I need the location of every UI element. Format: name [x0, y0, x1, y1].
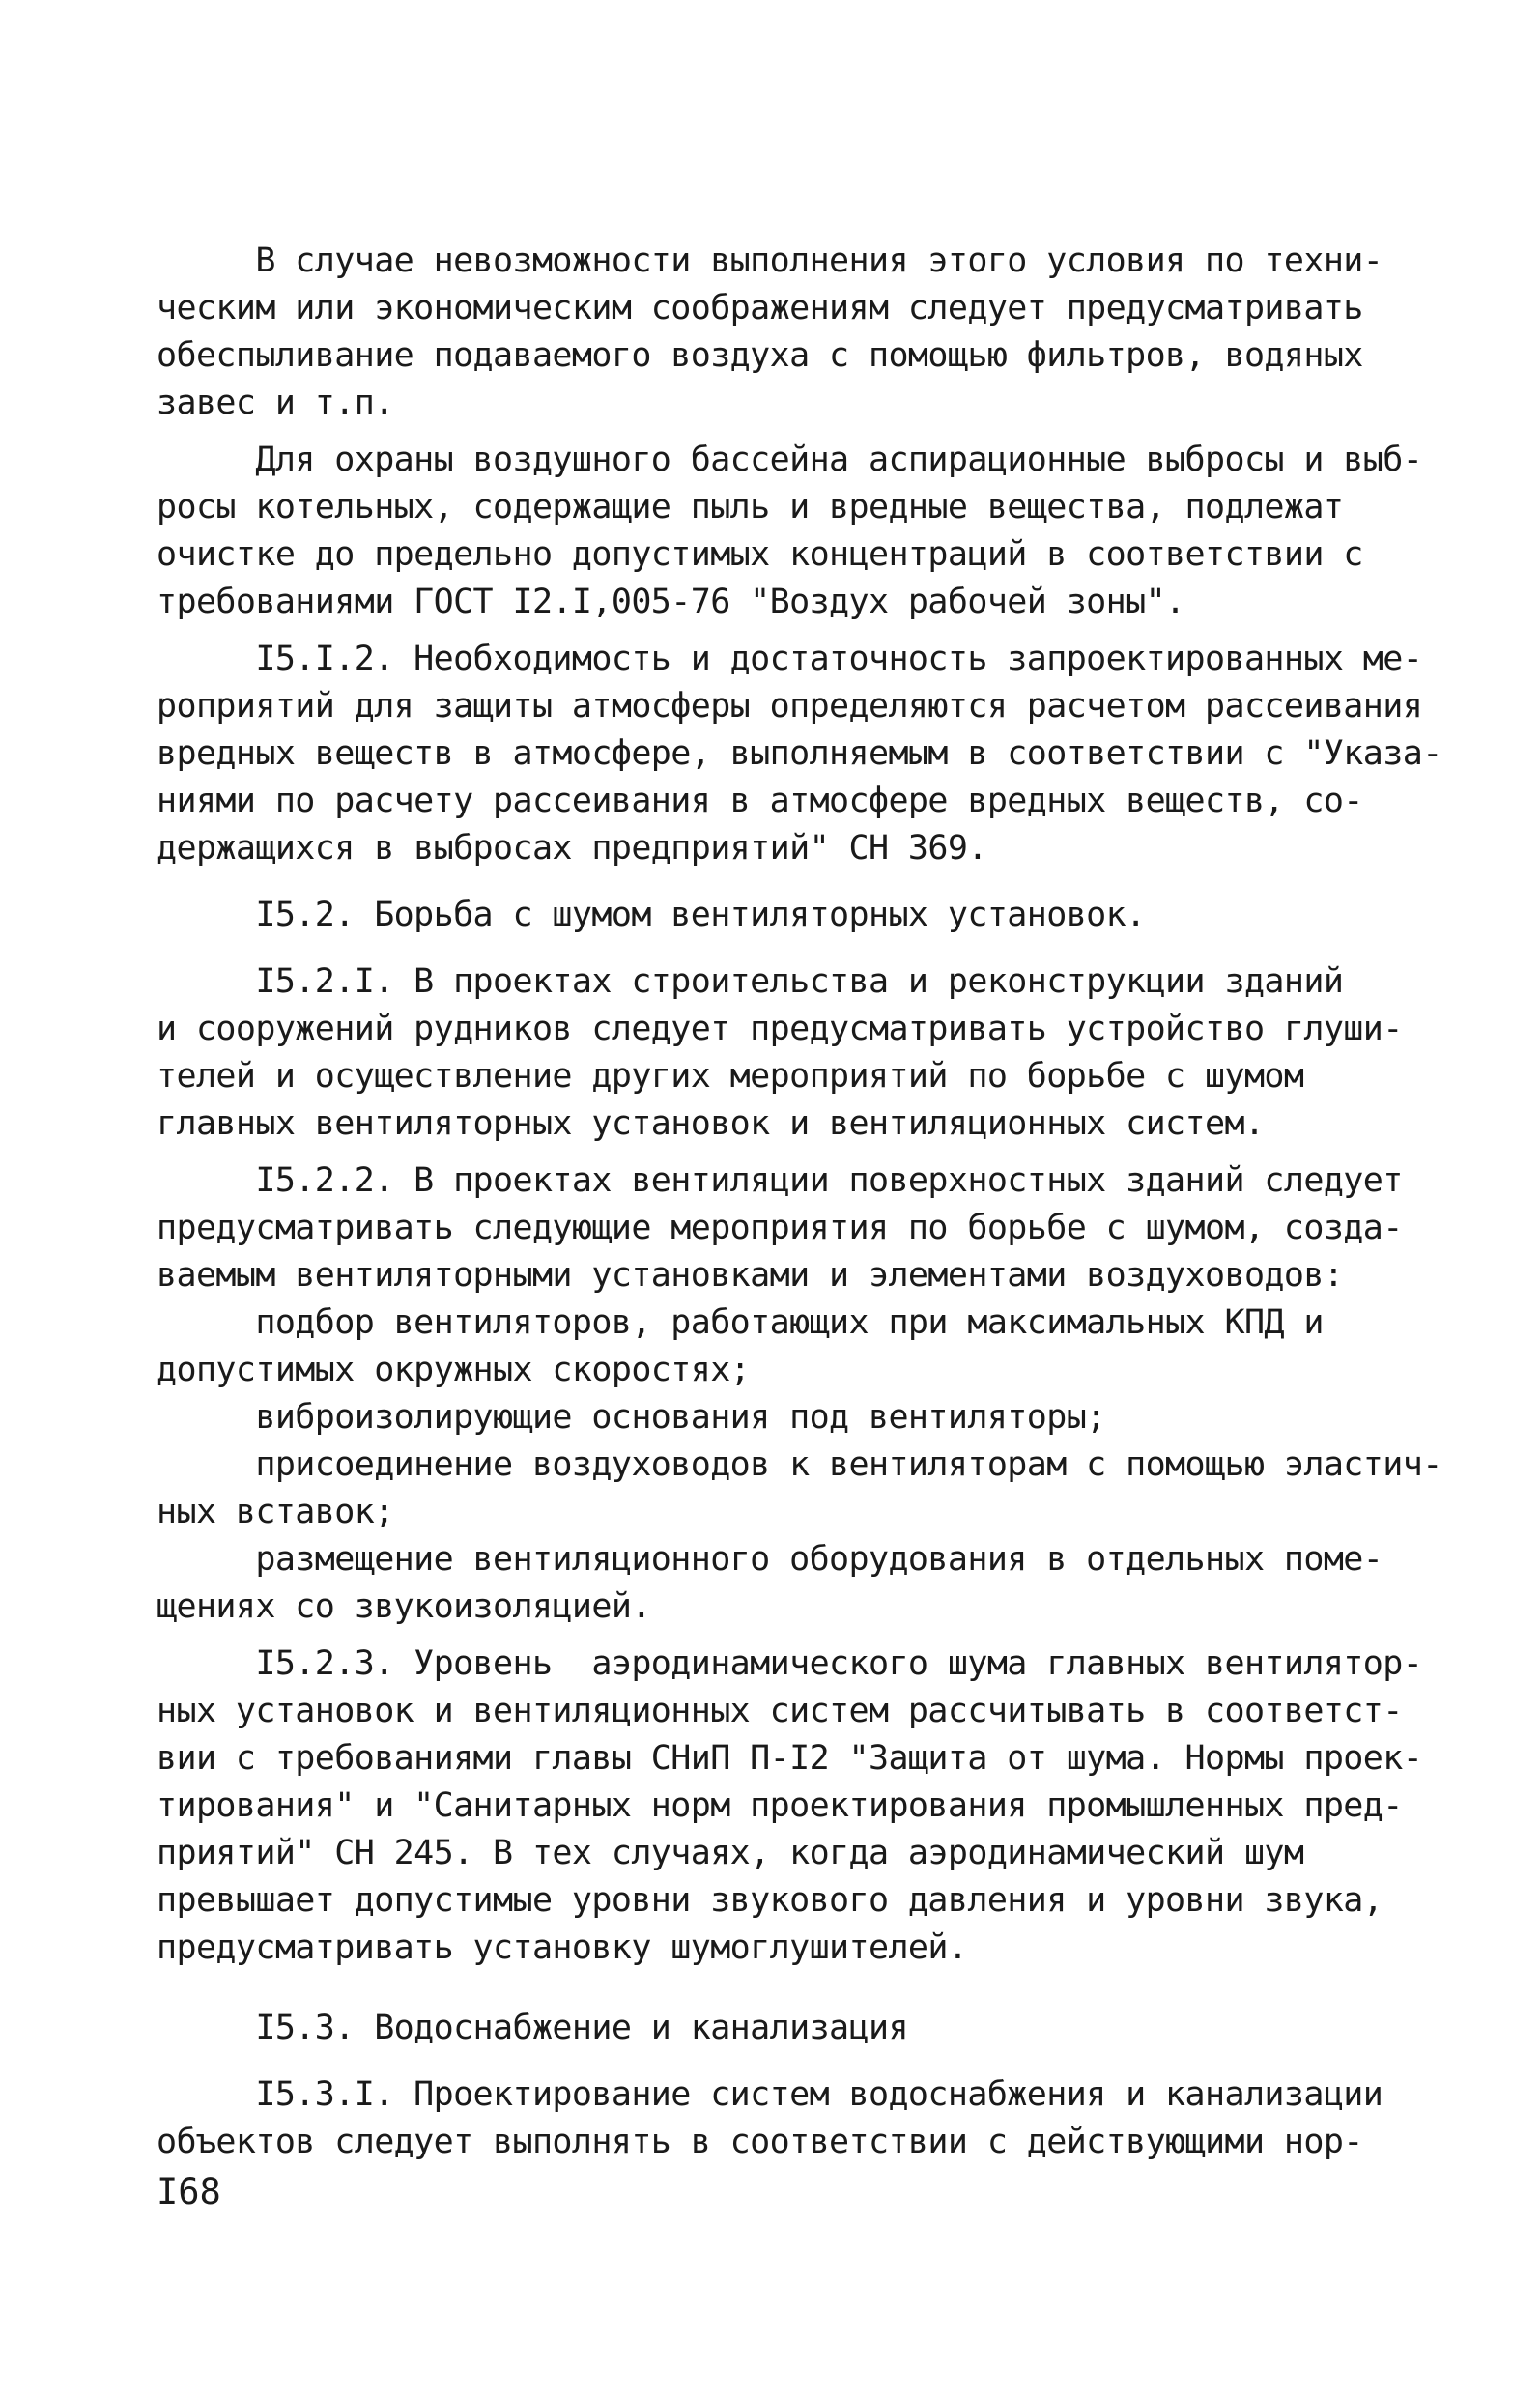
text-line: В случае невозможности выполнения этого условия по техни-: [157, 242, 1383, 280]
spacer: [157, 1972, 1432, 2005]
text-body: [157, 238, 1442, 2166]
paragraph-15-3-1: [157, 2071, 1432, 2166]
list-item-line: допустимых окружных скоростях;: [157, 1351, 751, 1389]
text-line: роприятий для защиты атмосферы определяются расчетом рассеивания: [157, 687, 1423, 726]
text-line: предусматривать установку шумоглушителей.: [157, 1928, 968, 1967]
text-line: и сооружений рудников следует предусматривать устройство глуши-: [157, 1010, 1403, 1048]
text-line: приятий" СН 245. В тех случаях, когда аэродинамический шум: [157, 1834, 1304, 1872]
text-line: очистке до предельно допустимых концентраций в соответствии с: [157, 535, 1363, 574]
text-line: Для охраны воздушного бассейна аспирационные выбросы и выб-: [157, 441, 1423, 479]
spacer: [157, 1148, 1432, 1157]
text-line: ческим или экономическим соображениям следует предусматривать: [157, 289, 1363, 328]
text-line: тирования" и "Санитарных норм проектирования промышленных пред-: [157, 1786, 1403, 1825]
text-line: главных вентиляторных установок и вентиляционных систем.: [157, 1104, 1265, 1143]
text-line: превышает допустимые уровни звукового давления и уровни звука,: [157, 1881, 1383, 1920]
paragraph-15-1-2: [157, 636, 1442, 872]
text-line: росы котельных, содержащие пыль и вредные вещества, подлежат: [157, 488, 1344, 527]
page-number: I68: [157, 2171, 221, 2212]
list-item-line: ных вставок;: [157, 1493, 394, 1531]
text-line: обеспыливание подаваемого воздуха с помощью фильтров, водяных: [157, 336, 1363, 375]
text-line: вредных веществ в атмосфере, выполняемым в соответствии с "Указа-: [157, 734, 1442, 773]
paragraph-dust-removal: [157, 238, 1432, 427]
text-line: телей и осуществление других мероприятий по борьбе с шумом: [157, 1057, 1304, 1096]
text-line: предусматривать следующие мероприятия по борьбе с шумом, созда-: [157, 1209, 1403, 1247]
text-line: вии с требованиями главы СНиП П-I2 "Защита от шума. Нормы проек-: [157, 1739, 1423, 1778]
spacer: [157, 2052, 1432, 2071]
spacer: [157, 1631, 1432, 1641]
list-item-line: подбор вентиляторов, работающих при максимальных КПД и: [157, 1303, 1324, 1342]
spacer: [157, 626, 1432, 636]
text-line: I5.2.I. В проектах строительства и реконструкции зданий: [157, 962, 1344, 1001]
section-heading: I5.3. Водоснабжение и канализация: [157, 2009, 908, 2047]
section-heading-15-3: [157, 2005, 1432, 2052]
section-heading-15-2: [157, 892, 1432, 939]
paragraph-15-2-1: [157, 958, 1432, 1148]
list-item-line: виброизолирующие основания под вентиляторы;: [157, 1398, 1106, 1437]
text-line: ваемым вентиляторными установками и элементами воздуховодов:: [157, 1256, 1344, 1295]
text-line: держащихся в выбросах предприятий" СН 369.: [157, 829, 987, 868]
spacer: [157, 939, 1432, 958]
spacer: [157, 427, 1432, 437]
text-line: ных установок и вентиляционных систем рассчитывать в соответст-: [157, 1692, 1403, 1730]
list-item-line: щениях со звукоизоляцией.: [157, 1587, 651, 1626]
text-line: ниями по расчету рассеивания в атмосфере вредных веществ, со-: [157, 782, 1363, 820]
text-line: объектов следует выполнять в соответствии с действующими нор-: [157, 2123, 1363, 2161]
section-heading: I5.2. Борьба с шумом вентиляторных установок.: [157, 896, 1146, 934]
text-line: I5.I.2. Необходимость и достаточность запроектированных ме-: [157, 640, 1423, 678]
paragraph-15-2-3: [157, 1641, 1432, 1972]
text-line: I5.2.2. В проектах вентиляции поверхностных зданий следует: [157, 1161, 1403, 1200]
paragraph-air-basin: [157, 437, 1432, 626]
spacer: [157, 872, 1432, 892]
text-line: требованиями ГОСТ I2.I,005-76 "Воздух рабочей зоны".: [157, 583, 1185, 621]
list-item-line: размещение вентиляционного оборудования в отдельных поме-: [157, 1540, 1383, 1579]
list-item-line: присоединение воздуховодов к вентиляторам с помощью эластич-: [157, 1445, 1442, 1484]
text-line: I5.2.3. Уровень аэродинамического шума главных вентилятор-: [157, 1644, 1423, 1683]
text-line: завес и т.п.: [157, 384, 394, 422]
paragraph-15-2-2: [157, 1157, 1442, 1631]
text-line: I5.3.I. Проектирование систем водоснабжения и канализации: [157, 2075, 1383, 2114]
